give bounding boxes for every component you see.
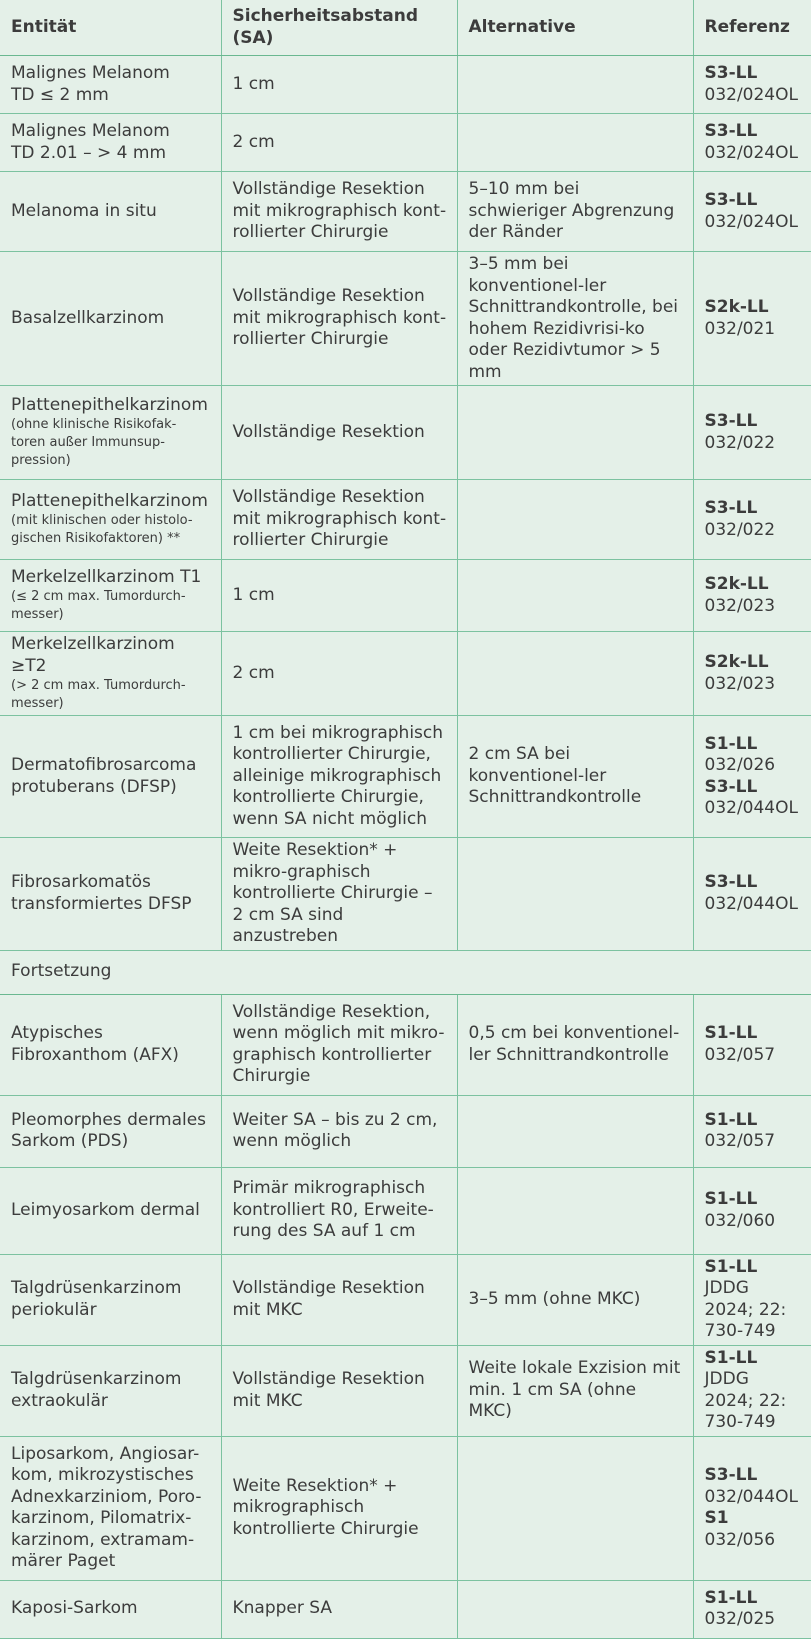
reference-cell — [693, 56, 811, 114]
reference-level: S3-LL — [704, 190, 758, 210]
alternative-cell — [457, 632, 693, 716]
reference-level: S3-LL — [704, 498, 758, 518]
entity-cell — [0, 1095, 221, 1167]
header-sa: Sicherheitsabstand (SA) — [221, 0, 457, 56]
sa-cell: Knapper SA — [221, 1580, 457, 1638]
reference-number: JDDG 2024; 22: 730-749 — [704, 1278, 787, 1341]
entity-cell — [0, 114, 221, 172]
reference-cell — [693, 838, 811, 951]
table-body — [0, 56, 811, 951]
table-row — [0, 1345, 811, 1436]
reference-cell — [693, 114, 811, 172]
alternative-cell: 5–10 mm bei schwieriger Abgrenzung der Ränder — [457, 172, 693, 252]
reference-level: S3-LL — [704, 872, 758, 893]
sa-cell: Vollständige Resektion mit MKC — [221, 1345, 457, 1436]
entity-name: Basalzellkarzinom — [11, 307, 165, 328]
table-row — [0, 56, 811, 114]
sa-cell: Weiter SA – bis zu 2 cm, wenn möglich — [221, 1095, 457, 1167]
reference-level: S1-LL — [704, 1587, 758, 1608]
reference-cell — [693, 172, 811, 252]
table-row — [0, 1436, 811, 1580]
reference-number: 032/023 — [704, 673, 776, 694]
entity-cell — [0, 1436, 221, 1580]
header-entity: Entität — [0, 0, 221, 56]
reference-level: S3-LL — [704, 776, 758, 797]
entity-name: Plattenepithelkarzinom — [11, 490, 208, 511]
sa-cell: Vollständige Resektion — [221, 386, 457, 480]
table-row — [0, 1095, 811, 1167]
entity-note: (≤ 2 cm max. Tumordurch-messer) — [11, 589, 186, 623]
alternative-cell — [457, 1436, 693, 1580]
reference-level: S3-LL — [704, 63, 758, 83]
reference-level: S1-LL — [704, 1023, 758, 1043]
reference-number: 032/026 — [704, 755, 776, 775]
reference-cell — [693, 716, 811, 838]
entity-cell — [0, 560, 221, 632]
entity-name: Plattenepithelkarzinom — [11, 394, 208, 415]
reference-level: S1-LL — [704, 1256, 758, 1277]
entity-name: Kaposi-Sarkom — [11, 1598, 138, 1619]
table-row — [0, 480, 811, 560]
entity-name: Leimyosarkom dermal — [11, 1199, 200, 1220]
entity-name: Dermatofibrosarcoma protuberans (DFSP) — [11, 755, 197, 797]
reference-level: S3-LL — [704, 121, 758, 141]
reference-number: 032/044OL — [704, 798, 798, 818]
reference-level: S1-LL — [704, 1189, 758, 1209]
entity-cell — [0, 1345, 221, 1436]
reference-number: 032/056 — [704, 1529, 776, 1550]
sa-cell: Primär mikrographisch kontrolliert R0, Erweite-rung des SA auf 1 cm — [221, 1167, 457, 1254]
alternative-cell — [457, 386, 693, 480]
reference-level: S1-LL — [704, 1347, 758, 1368]
reference-cell — [693, 252, 811, 386]
entity-cell — [0, 632, 221, 716]
sa-cell: Vollständige Resektion mit mikrographisch kont-rollierter Chirurgie — [221, 252, 457, 386]
alternative-cell: 2 cm SA bei konventionel-ler Schnittrandkontrolle — [457, 716, 693, 838]
reference-level: S2k-LL — [704, 297, 769, 317]
alternative-cell: Weite lokale Exzision mit min. 1 cm SA (ohne MKC) — [457, 1345, 693, 1436]
entity-cell — [0, 994, 221, 1095]
alternative-cell — [457, 838, 693, 951]
table-body-continued — [0, 994, 811, 1638]
reference-number: 032/022 — [704, 432, 776, 453]
reference-cell — [693, 1167, 811, 1254]
reference-cell — [693, 632, 811, 716]
reference-number: 032/021 — [704, 318, 776, 339]
alternative-cell — [457, 480, 693, 560]
entity-note: (> 2 cm max. Tumordurch-messer) — [11, 678, 186, 711]
entity-name: Atypisches Fibroxanthom (AFX) — [11, 1023, 179, 1065]
reference-number: 032/023 — [704, 595, 776, 616]
continuation-row — [0, 950, 811, 994]
reference-cell — [693, 1095, 811, 1167]
entity-name: Merkelzellkarzinom ≥T2 — [11, 634, 175, 676]
entity-cell — [0, 716, 221, 838]
table-row — [0, 1254, 811, 1345]
sa-cell: 2 cm — [221, 632, 457, 716]
reference-cell — [693, 1436, 811, 1580]
entity-cell — [0, 56, 221, 114]
reference-cell — [693, 1345, 811, 1436]
reference-level: S1-LL — [704, 1109, 758, 1130]
header-alternative: Alternative — [457, 0, 693, 56]
alternative-cell — [457, 560, 693, 632]
sa-cell: Vollständige Resektion mit MKC — [221, 1254, 457, 1345]
alternative-cell — [457, 56, 693, 114]
sa-cell: 2 cm — [221, 114, 457, 172]
reference-cell — [693, 994, 811, 1095]
sa-cell: Vollständige Resektion mit mikrographisch kont-rollierter Chirurgie — [221, 172, 457, 252]
sa-cell: 1 cm — [221, 56, 457, 114]
sa-cell: Vollständige Resektion, wenn möglich mit mikro-graphisch kontrollierter Chirurgie — [221, 994, 457, 1095]
entity-cell — [0, 1167, 221, 1254]
sa-cell: 1 cm bei mikrographisch kontrollierter Chirurgie, alleinige mikrographisch kontrollierte Chirurgie, wenn SA nicht möglich — [221, 716, 457, 838]
entity-cell — [0, 480, 221, 560]
entity-name: Fibrosarkomatös transformiertes DFSP — [11, 872, 192, 914]
reference-level: S1-LL — [704, 733, 758, 754]
alternative-cell — [457, 1580, 693, 1638]
alternative-cell: 3–5 mm (ohne MKC) — [457, 1254, 693, 1345]
table-row — [0, 838, 811, 951]
table-row — [0, 994, 811, 1095]
reference-level: S3-LL — [704, 411, 758, 431]
reference-number: 032/060 — [704, 1210, 776, 1231]
reference-number: 032/022 — [704, 519, 776, 540]
sa-cell: Weite Resektion* + mikrographisch kontrollierte Chirurgie — [221, 1436, 457, 1580]
reference-number: 032/024OL — [704, 84, 798, 105]
reference-number: 032/044OL — [704, 893, 798, 914]
table-row — [0, 252, 811, 386]
entity-name: Talgdrüsenkarzinom extraokulär — [11, 1369, 182, 1411]
table-row — [0, 560, 811, 632]
entity-note: (ohne klinische Risikofak-toren außer Immunsup-pression) — [11, 417, 177, 469]
entity-name: Talgdrüsenkarzinom periokulär — [11, 1278, 182, 1320]
entity-cell — [0, 386, 221, 480]
entity-name: Liposarkom, Angiosar-kom, mikrozystisches Adnexkarziniom, Poro-karzinom, Pilomatrix-karzinom, extramam-märer Paget — [11, 1443, 202, 1571]
reference-cell — [693, 386, 811, 480]
reference-number: JDDG 2024; 22: 730-749 — [704, 1369, 787, 1432]
entity-name: Melanoma in situ — [11, 200, 157, 221]
entity-name: Pleomorphes dermales Sarkom (PDS) — [11, 1109, 207, 1151]
reference-number: 032/044OL — [704, 1486, 798, 1507]
alternative-cell — [457, 1095, 693, 1167]
table-row — [0, 716, 811, 838]
reference-number: 032/024OL — [704, 142, 798, 163]
continuation-label: Fortsetzung — [0, 950, 811, 994]
reference-number: 032/024OL — [704, 211, 798, 232]
alternative-cell — [457, 114, 693, 172]
table-row — [0, 1167, 811, 1254]
reference-level: S3-LL — [704, 1465, 758, 1485]
entity-cell — [0, 172, 221, 252]
reference-level: S2k-LL — [704, 574, 769, 594]
table-row — [0, 172, 811, 252]
entity-cell — [0, 1254, 221, 1345]
reference-cell — [693, 1254, 811, 1345]
entity-cell — [0, 1580, 221, 1638]
reference-number: 032/057 — [704, 1044, 776, 1065]
table-row — [0, 632, 811, 716]
table-row — [0, 386, 811, 480]
header-row — [0, 0, 811, 56]
entity-name: Malignes Melanom TD ≤ 2 mm — [11, 63, 170, 105]
table-row — [0, 1580, 811, 1638]
table-row — [0, 114, 811, 172]
reference-cell — [693, 560, 811, 632]
entity-name: Merkelzellkarzinom T1 — [11, 566, 202, 587]
reference-number: 032/025 — [704, 1609, 776, 1629]
reference-cell — [693, 480, 811, 560]
entity-cell — [0, 252, 221, 386]
sa-cell: Vollständige Resektion mit mikrographisch kont-rollierter Chirurgie — [221, 480, 457, 560]
entity-cell — [0, 838, 221, 951]
header-reference: Referenz — [693, 0, 811, 56]
reference-number: 032/057 — [704, 1131, 776, 1151]
sa-cell: 1 cm — [221, 560, 457, 632]
reference-level: S1 — [704, 1508, 729, 1528]
alternative-cell: 0,5 cm bei konventionel-ler Schnittrandkontrolle — [457, 994, 693, 1095]
alternative-cell — [457, 1167, 693, 1254]
alternative-cell: 3–5 mm bei konventionel-ler Schnittrandkontrolle, bei hohem Rezidivrisi-ko oder Rezidivtumor > 5 mm — [457, 252, 693, 386]
entity-name: Malignes Melanom TD 2.01 – > 4 mm — [11, 121, 170, 163]
reference-level: S2k-LL — [704, 652, 769, 672]
reference-cell — [693, 1580, 811, 1638]
sa-cell: Weite Resektion* + mikro-graphisch kontrollierte Chirurgie – 2 cm SA sind anzustreben — [221, 838, 457, 951]
entity-note: (mit klinischen oder histolo-gischen Risikofaktoren) ** — [11, 513, 193, 547]
